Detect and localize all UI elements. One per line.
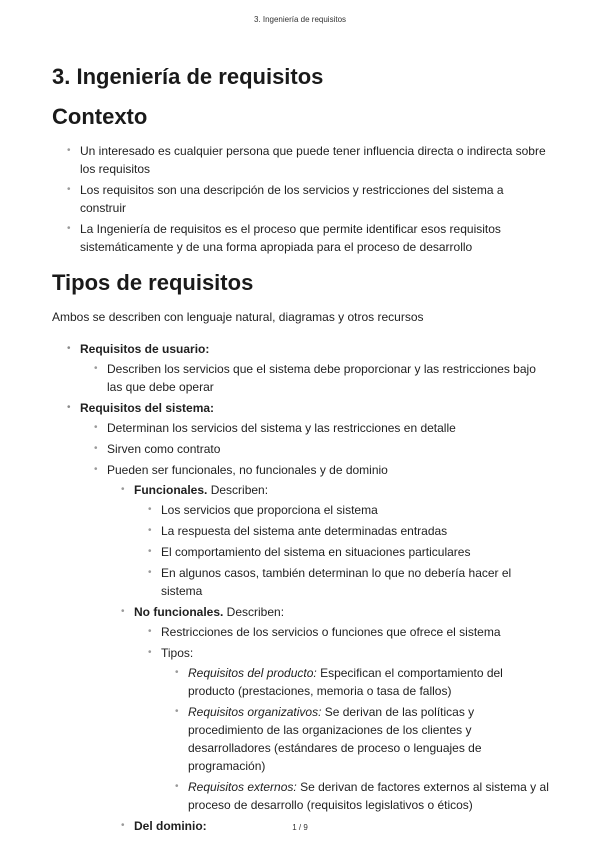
bullet-icon: •	[175, 781, 179, 792]
page-number: 1 / 9	[292, 823, 308, 832]
list-item-no-funcionales: • No funcionales. Describen: • Restricciones de los servicios o funciones que ofrece el sistema • Tipos: • Requisitos del producto: Especifican el comportamiento del producto (prestaciones, memoria o tasa de fallos) • Requisitos organizativos: Se derivan de las políticas y procedimiento de las organizaciones de los clientes y desarrolladores (estándares de proceso o lenguajes de programación) • Requisitos externos: Se derivan de factores externos al sistema y al proceso de desarrollo (requisitos legislativos o éticos)	[134, 603, 552, 814]
list-item: • Describen los servicios que el sistema debe proporcionar y las restricciones bajo las que debe operar	[94, 362, 536, 394]
bullet-icon: •	[67, 184, 71, 195]
bullet-icon: •	[148, 567, 152, 578]
tipos-intro: Ambos se describen con lenguaje natural, diagramas y otros recursos	[52, 310, 424, 324]
bullet-icon: •	[148, 504, 152, 515]
list-item: • Pueden ser funcionales, no funcionales y de dominio • Funcionales. Describen: • Los servicios que proporciona el sistema • La respuesta del sistema ante determinadas entradas • El comportamiento del sistema en situaciones particulares • En algunos casos, también determinan lo que no debería hacer el sistema • No funcionales. Describen: • Restricciones de los servicios o funciones que ofrece el sistema • Tipos: • Requisitos del producto: Especifican el comportamiento del producto (prestaciones, memoria o tasa de fallos) • Requisitos organizativos: Se derivan de las políticas y procedimiento de las organizaciones de los clientes y desarrolladores (estándares de proceso o lenguajes de programación) • Requisitos externos: Se derivan de factores externos al sistema y al proceso de desarrollo (requisitos legislativos o éticos) • Del dominio:	[107, 461, 552, 835]
bullet-icon: •	[148, 626, 152, 637]
list-item: • Requisitos del producto: Especifican el comportamiento del producto (prestaciones, memoria o tasa de fallos)	[175, 666, 503, 698]
list-item: • La Ingeniería de requisitos es el proceso que permite identificar esos requisitos sistemáticamente y de una forma apropiada para el proceso de desarrollo	[67, 222, 501, 254]
section-heading-contexto: Contexto	[52, 104, 148, 129]
bullet-icon: •	[67, 223, 71, 234]
bullet-icon: •	[94, 363, 98, 374]
label-funcionales: Funcionales.	[134, 483, 208, 497]
document-title: 3. Ingeniería de requisitos	[52, 64, 324, 89]
bullet-icon: •	[94, 422, 98, 433]
bullet-icon: •	[148, 525, 152, 536]
bullet-icon: •	[175, 706, 179, 717]
list-item: • Restricciones de los servicios o funciones que ofrece el sistema	[148, 625, 501, 639]
list-item: • Un interesado es cualquier persona que puede tener influencia directa o indirecta sobre los requisitos	[67, 144, 546, 176]
contexto-list	[67, 142, 552, 256]
bullet-icon: •	[67, 145, 71, 156]
label-sistema: Requisitos del sistema:	[80, 401, 215, 415]
list-item: • Requisitos externos: Se derivan de factores externos al sistema y al proceso de desarrollo (requisitos legislativos o éticos)	[175, 780, 549, 812]
bullet-icon: •	[121, 606, 125, 617]
requisitos-list	[67, 340, 552, 835]
list-item: • Requisitos organizativos: Se derivan de las políticas y procedimiento de las organizaciones de los clientes y desarrolladores (estándares de proceso o lenguajes de programación)	[175, 705, 482, 773]
list-item-sistema	[67, 399, 552, 835]
running-header: 3. Ingeniería de requisitos	[253, 15, 347, 24]
list-item-funcionales: • Funcionales. Describen: • Los servicios que proporciona el sistema • La respuesta del sistema ante determinadas entradas • El comportamiento del sistema en situaciones particulares • En algunos casos, también determinan lo que no debería hacer el sistema	[134, 481, 552, 600]
bullet-icon: •	[94, 443, 98, 454]
bullet-icon: •	[148, 546, 152, 557]
list-item-tipos: • Tipos: • Requisitos del producto: Especifican el comportamiento del producto (prestaciones, memoria o tasa de fallos) • Requisitos organizativos: Se derivan de las políticas y procedimiento de las organizaciones de los clientes y desarrolladores (estándares de proceso o lenguajes de programación) • Requisitos externos: Se derivan de factores externos al sistema y al proceso de desarrollo (requisitos legislativos o éticos)	[161, 644, 552, 814]
bullet-icon: •	[121, 484, 125, 495]
bullet-icon: •	[148, 647, 152, 658]
label-usuario: Requisitos de usuario:	[80, 342, 210, 356]
label-no-funcionales: No funcionales.	[134, 605, 224, 619]
list-item: • Sirven como contrato	[94, 442, 221, 456]
list-item: • Los requisitos son una descripción de los servicios y restricciones del sistema a construir	[67, 183, 504, 215]
bullet-icon: •	[67, 402, 71, 413]
list-item: • La respuesta del sistema ante determinadas entradas	[148, 524, 448, 538]
bullet-icon: •	[94, 464, 98, 475]
list-item-usuario	[67, 340, 552, 396]
bullet-icon: •	[67, 343, 71, 354]
list-item: • Determinan los servicios del sistema y las restricciones en detalle	[94, 421, 456, 435]
list-item: • En algunos casos, también determinan lo que no debería hacer el sistema	[148, 566, 512, 598]
bullet-icon: •	[121, 820, 125, 831]
list-item: • El comportamiento del sistema en situaciones particulares	[148, 545, 471, 559]
document-body	[52, 62, 552, 838]
section-heading-tipos: Tipos de requisitos	[52, 270, 254, 295]
bullet-icon: •	[175, 667, 179, 678]
label-dominio: Del dominio:	[134, 819, 207, 833]
list-item: • Los servicios que proporciona el sistema	[148, 503, 378, 517]
